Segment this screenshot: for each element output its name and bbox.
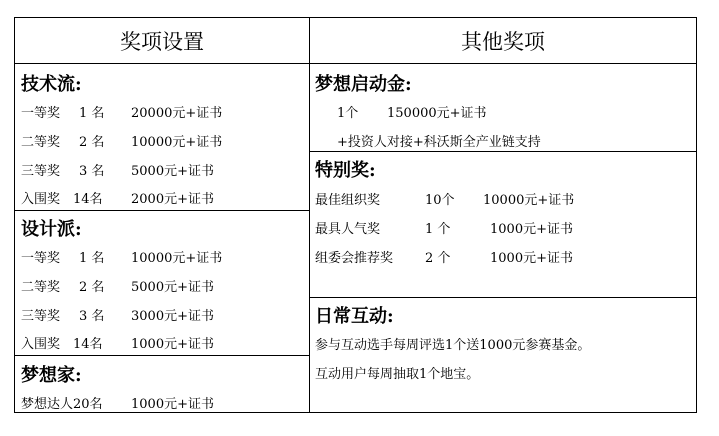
- section-divider-daily: [309, 297, 696, 298]
- startup-line-2: +投资人对接+科沃斯全产业链支持: [337, 135, 541, 150]
- section-title-special: 特别奖:: [315, 160, 376, 181]
- header-awards: 奖项设置: [120, 29, 204, 54]
- daily-line-1: 参与互动选手每周评选1个送1000元参赛基金。: [315, 338, 591, 353]
- section-divider-dreamer: [15, 355, 309, 356]
- section-title-design: 设计派:: [21, 219, 82, 240]
- daily-line-2: 互动用户每周抽取1个地宝。: [315, 367, 480, 382]
- section-title-startup: 梦想启动金:: [315, 74, 412, 95]
- column-divider: [309, 18, 310, 412]
- header-divider: [15, 63, 696, 64]
- section-divider-special: [309, 151, 696, 152]
- section-title-dreamer: 梦想家:: [21, 365, 82, 386]
- section-title-tech: 技术流:: [21, 74, 82, 95]
- section-title-daily: 日常互动:: [315, 306, 394, 327]
- header-other-awards: 其他奖项: [461, 29, 545, 54]
- section-divider-design: [15, 210, 309, 211]
- awards-table: 奖项设置 其他奖项 技术流: 一等奖 1 名 20000元+证书 二等奖 2 名 10000元+证书 三等奖 3 名 5000元+证书 入围奖 14名 2000元+证书 设计派: 一等奖 1 名 10000元+证书 二等奖 2 名 5000元+证书 三等奖 3 名 3000元+证书 入围奖 14名 1000元+证书 梦想家: 梦想达人20名 1000元+证书 梦想启动金: 1个 150000元+证书 +投资人对接+科沃斯全产业链支持 特别奖: 最佳组织奖 10个 10000元+证书 最具人气奖 1 个 1000元+证书 组委会推荐奖 2 个 1000元+证书 日常互动: 参与互动选手每周评选1个送1000元参赛基金。 互动用户每周抽取1个地宝。: [14, 17, 697, 413]
